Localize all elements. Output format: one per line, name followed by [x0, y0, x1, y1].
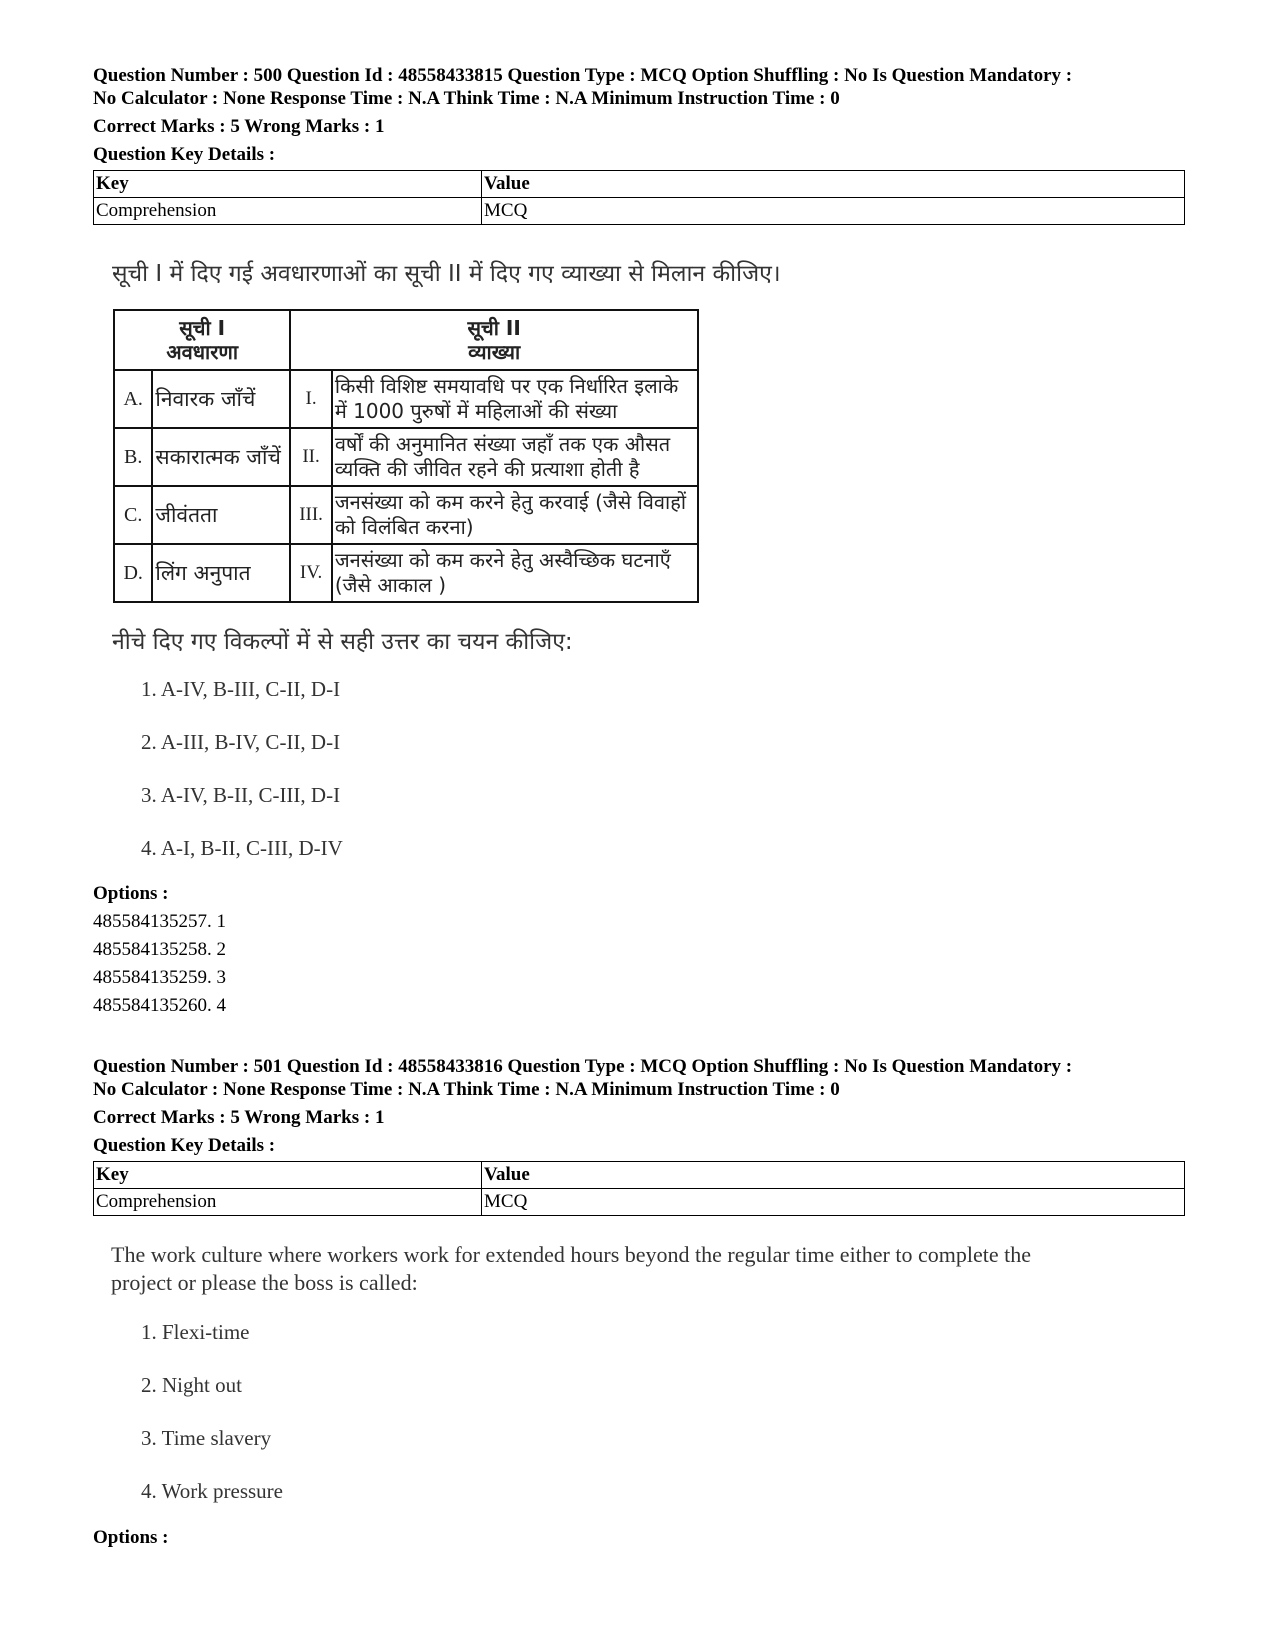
question-instruction-hindi: नीचे दिए गए विकल्पों में से सही उत्तर का चयन कीजिए: — [112, 629, 573, 655]
row-numeral: IV. — [290, 544, 331, 602]
row-letter: C. — [114, 486, 152, 544]
key-details-label: Question Key Details : — [93, 144, 276, 165]
row-explanation: जनसंख्या को कम करने हेतु अस्वैच्छिक घटनाएँ (जैसे आकाल ) — [332, 544, 698, 602]
answer-choice: 2. A-III, B-IV, C-II, D-I — [141, 730, 341, 754]
option-id-line: 485584135258. 2 — [93, 939, 226, 960]
answer-choice: 4. Work pressure — [141, 1479, 283, 1503]
value-header-cell: Value — [482, 171, 1185, 198]
row-explanation: किसी विशिष्ट समयावधि पर एक निर्धारित इलाके में 1000 पुरुषों में महिलाओं की संख्या — [332, 370, 698, 428]
question-meta-line1: Question Number : 500 Question Id : 48558433815 Question Type : MCQ Option Shuffling : No Is Question Mandatory : — [93, 65, 1073, 86]
row-explanation: जनसंख्या को कम करने हेतु करवाई (जैसे विवाहों को विलंबित करना) — [332, 486, 698, 544]
row-numeral: I. — [290, 370, 331, 428]
row-concept: जीवंतता — [152, 486, 290, 544]
row-letter: A. — [114, 370, 152, 428]
answer-choice: 1. Flexi-time — [141, 1320, 250, 1344]
value-header-cell: Value — [482, 1162, 1185, 1189]
list1-title: सूची I — [179, 316, 226, 340]
row-concept: लिंग अनुपात — [152, 544, 290, 602]
options-label: Options : — [93, 883, 169, 904]
question-prompt-line2: project or please the boss is called: — [111, 1270, 418, 1295]
answer-choice: 3. A-IV, B-II, C-III, D-I — [141, 783, 341, 807]
key-cell: Comprehension — [94, 1189, 482, 1216]
answer-choice: 2. Night out — [141, 1373, 242, 1397]
option-id-line: 485584135257. 1 — [93, 911, 226, 932]
row-letter: D. — [114, 544, 152, 602]
question-meta-line2: No Calculator : None Response Time : N.A Think Time : N.A Minimum Instruction Time : 0 — [93, 88, 840, 109]
key-header-cell: Key — [94, 1162, 482, 1189]
option-id-line: 485584135259. 3 — [93, 967, 226, 988]
row-numeral: II. — [290, 428, 331, 486]
key-header-cell: Key — [94, 171, 482, 198]
key-cell: Comprehension — [94, 198, 482, 225]
answer-choice: 3. Time slavery — [141, 1426, 272, 1450]
question-501-choices — [93, 0, 693, 1651]
key-details-label: Question Key Details : — [93, 1135, 276, 1156]
value-cell: MCQ — [482, 198, 1185, 225]
options-label: Options : — [93, 1527, 169, 1548]
list2-title: सूची II — [467, 316, 521, 340]
row-numeral: III. — [290, 486, 331, 544]
marks-line: Correct Marks : 5 Wrong Marks : 1 — [93, 1107, 385, 1128]
question-meta-line2: No Calculator : None Response Time : N.A Think Time : N.A Minimum Instruction Time : 0 — [93, 1079, 840, 1100]
value-cell: MCQ — [482, 1189, 1185, 1216]
row-letter: B. — [114, 428, 152, 486]
list2-subtitle: व्याख्या — [468, 340, 521, 364]
list1-subtitle: अवधारणा — [166, 340, 239, 364]
answer-choice: 1. A-IV, B-III, C-II, D-I — [141, 677, 341, 701]
option-id-line: 485584135260. 4 — [93, 995, 226, 1016]
row-explanation: वर्षों की अनुमानित संख्या जहाँ तक एक औसत व्यक्ति की जीवित रहने की प्रत्याशा होती है — [332, 428, 698, 486]
question-prompt-line1: The work culture where workers work for extended hours beyond the regular time either to complete the — [111, 1242, 1032, 1267]
marks-line: Correct Marks : 5 Wrong Marks : 1 — [93, 116, 385, 137]
row-concept: निवारक जाँचें — [152, 370, 290, 428]
row-concept: सकारात्मक जाँचें — [152, 428, 290, 486]
answer-choice: 4. A-I, B-II, C-III, D-IV — [141, 836, 343, 860]
question-prompt-hindi: सूची I में दिए गई अवधारणाओं का सूची II में दिए गए व्याख्या से मिलान कीजिए। — [112, 261, 781, 287]
question-meta-line1: Question Number : 501 Question Id : 48558433816 Question Type : MCQ Option Shuffling : No Is Question Mandatory : — [93, 1056, 1073, 1077]
